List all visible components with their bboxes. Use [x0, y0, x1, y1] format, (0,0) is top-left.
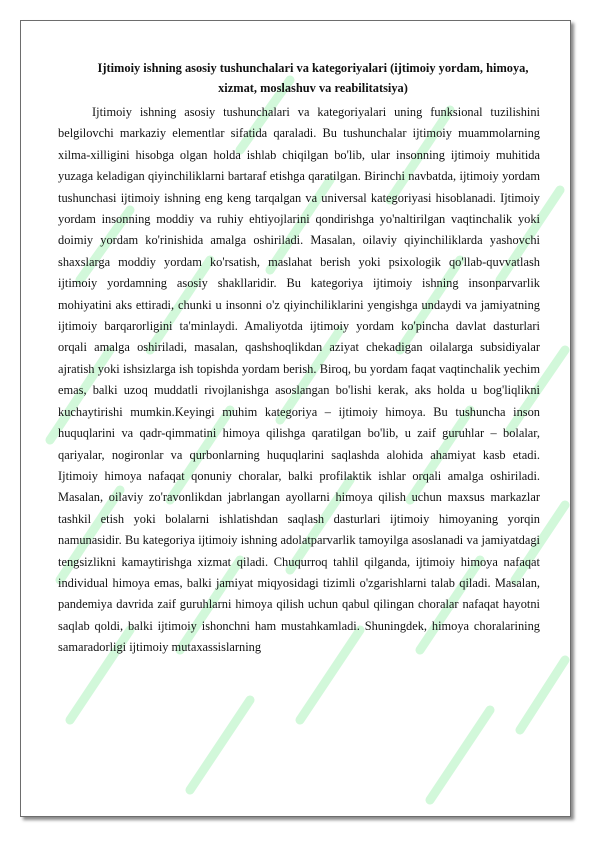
document-paragraph: Ijtimoiy ishning asosiy tushunchalari va kategoriyalari uning funksional tuzilishini belgilovchi markaziy elementlar sifatida qaraladi. Bu tushunchalar ijtimoiy muammolarning xilma-xilligini hisobga olgan holda ishlab chiqilgan bo'lib, ular insonning ijtimoiy muhitida yuzaga keladigan qiyinchiliklarni bartaraf etishga qaratilgan. Birinchi navbatda, ijtimoiy yordam tushunchasi ijtimoiy ishning eng keng tarqalgan va universal kategoriyasi hisoblanadi. Ijtimoiy yordam insonning moddiy va ruhiy ehtiyojlarini qondirishga yo'naltirilgan vaqtinchalik yoki doimiy yordam ko'rinishida amalga oshiriladi. Masalan, oilaviy qiyinchiliklarda yashovchi shaxslarga moddiy yordam ko'rsatish, maslahat berish yoki psixologik qo'llab-quvvatlash ijtimoiy yordamning asosiy shakllaridir. Bu kategoriya ijtimoiy ishning insonparvarlik mohiyatini aks ettiradi, chunki u insonni o'z qiyinchiliklarini yengishga undaydi va jamiyatning ijtimoiy barqarorligini ta'minlaydi. Amaliyotda ijtimoiy yordam ko'pincha davlat dasturlari orqali amalga oshiriladi, masalan, qashshoqlikdan aziyat chekadigan oilalarga subsidiyalar ajratish yoki ishsizlarga ish topishda yordam berish. Biroq, bu yordam faqat vaqtinchalik yechim emas, balki uzoq muddatli rivojlanishga asoslangan bo'lishi kerak, aks holda u bog'liqlikni kuchaytirishi mumkin.Keyingi muhim kategoriya – ijtimoiy himoya. Bu tushuncha inson huquqlarini va qadr-qimmatini himoya qilishga qaratilgan bo'lib, u zaif guruhlar – bolalar, qariyalar, nogironlar va qurbonlarning huquqlarini saqlashda alohida ahamiyat kasb etadi. Ijtimoiy himoya nafaqat qonuniy choralar, balki profilaktik ishlar orqali amalga oshiriladi. Masalan, oilaviy zo'ravonlikdan jabrlangan ayollarni himoya qilish uchun maxsus markazlar tashkil etish yoki bolalarni ishlatishdan saqlash dasturlari ijtimoiy himoyaning yorqin namunasidir. Bu kategoriya ijtimoiy ishning adolatparvarlik tamoyilga asoslanadi va jamiyatdagi tengsizlikni kamaytirishga xizmat qiladi. Chuqurroq tahlil qilganda, ijtimoiy himoya nafaqat individual himoya emas, balki jamiyat miqyosidagi tizimli o'zgarishlarni talab qiladi. Masalan, pandemiya davrida zaif guruhlarni himoya qilish uchun qabul qilingan choralar nafaqat hayotni saqlab qoldi, balki ijtimoiy ishonchni ham mustahkamladi. Shuningdek, himoya choralarining samaradorligi ijtimoiy mutaxassislarning: [58, 105, 540, 655]
document-title: Ijtimoiy ishning asosiy tushunchalari va kategoriyalari (ijtimoiy yordam, himoya, xizmat, moslashuv va reabilitatsiya): [97, 61, 529, 95]
document-body: [58, 58, 540, 659]
